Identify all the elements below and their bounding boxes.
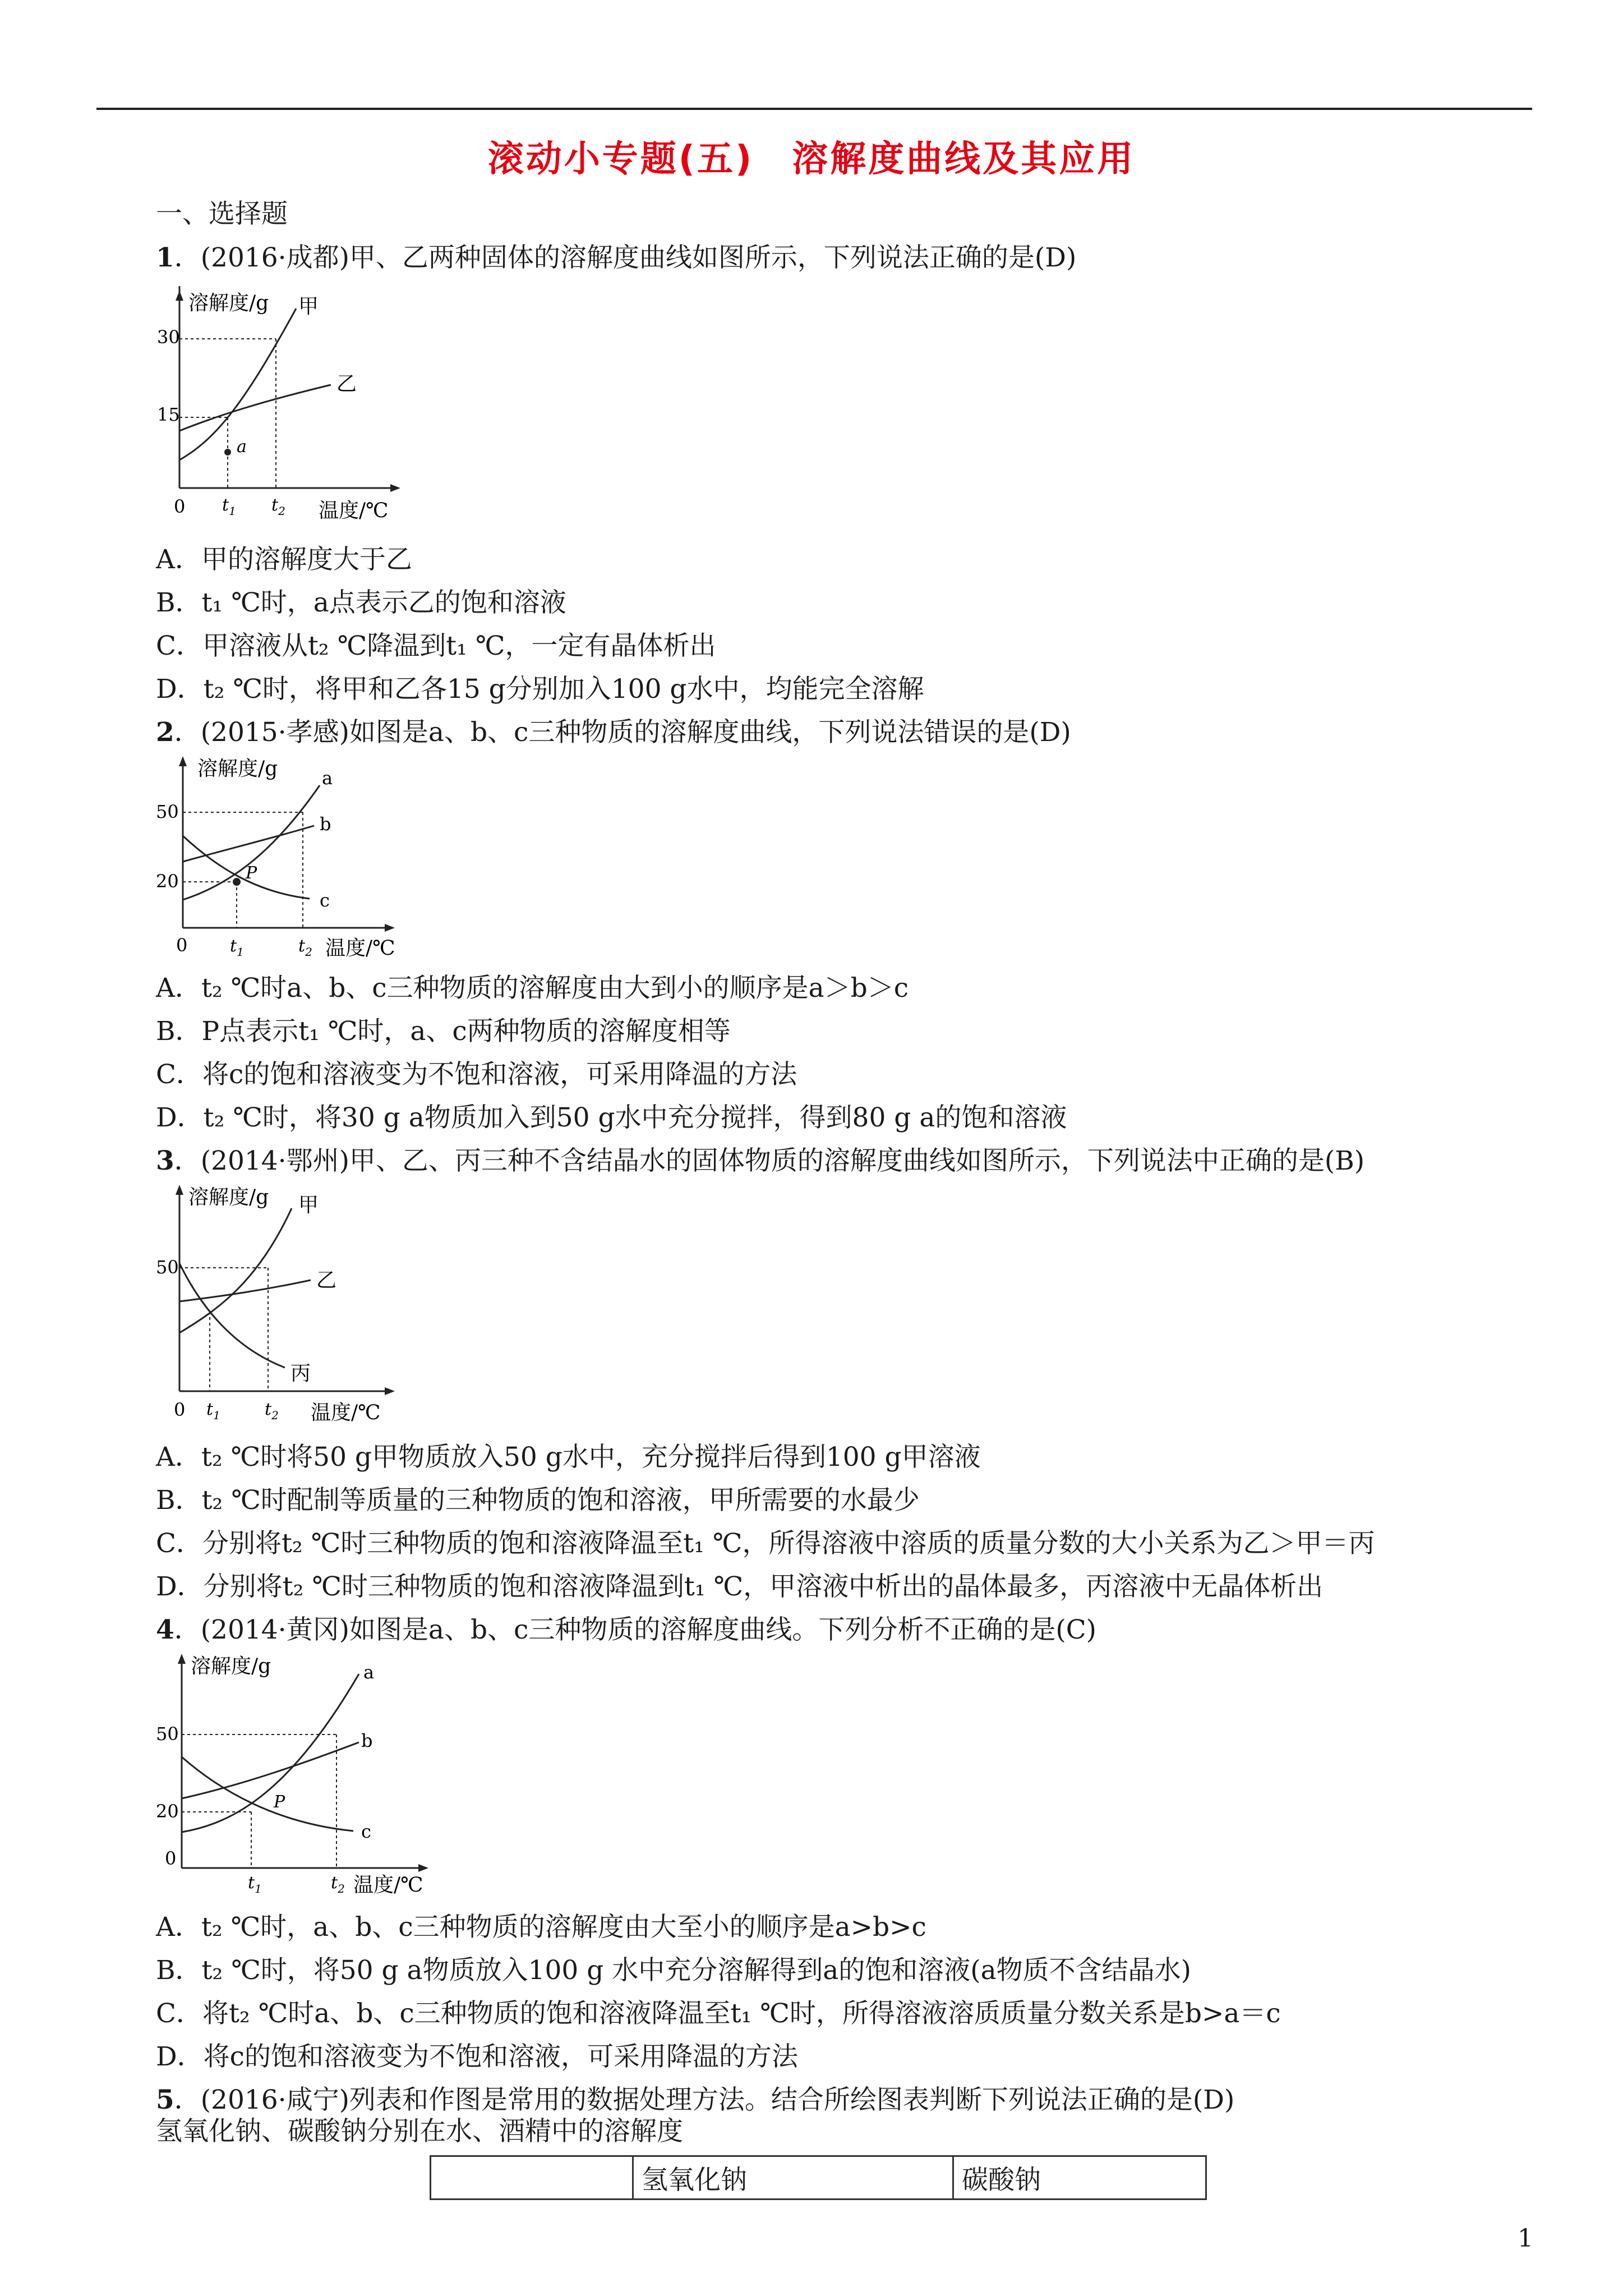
tick-label-t1: $t_1$ [230, 936, 244, 959]
q2-option-d: D．t₂ ℃时，将30 g a物质加入到50 g水中充分搅拌，得到80 g a的饱和溶液 [156, 1102, 1067, 1133]
question-4-stem: 4．(2014·黄冈)如图是a、b、c三种物质的溶解度曲线。下列分析不正确的是(C) [156, 1614, 1096, 1645]
origin-label: 0 [174, 496, 186, 517]
q3-solubility-chart [151, 1180, 421, 1427]
series-label-c: c [320, 890, 330, 911]
y-axis-label: 溶解度/g [197, 757, 278, 780]
y-axis-label: 溶解度/g [191, 1655, 271, 1678]
question-3-stem: 3．(2014·鄂州)甲、乙、丙三种不含结晶水的固体物质的溶解度曲线如图所示，下列说法中正确的是(B) [156, 1145, 1365, 1176]
origin-label: 0 [174, 1399, 186, 1420]
origin-label: 0 [165, 1848, 177, 1869]
curve-b [182, 1742, 359, 1798]
series-label-b: b [361, 1730, 373, 1751]
origin-label: 0 [176, 935, 188, 956]
x-axis-label: 温度/℃ [353, 1874, 423, 1896]
question-number: 1 [156, 242, 174, 273]
question-5-stem: 5．(2016·咸宁)列表和作图是常用的数据处理方法。结合所绘图表判断下列说法正确的是(D) [156, 2085, 1235, 2115]
q2-option-c: C．将c的饱和溶液变为不饱和溶液，可采用降温的方法 [156, 1059, 797, 1090]
q4-option-c: C．将t₂ ℃时a、b、c三种物质的饱和溶液降温至t₁ ℃时，所得溶液溶质质量分数关系是b>a＝c [156, 1998, 1281, 2029]
q1-option-b: B．t₁ ℃时，a点表示乙的饱和溶液 [156, 587, 566, 618]
header-rule [96, 108, 1532, 110]
svg-text:a: a [237, 437, 247, 457]
curve-c [182, 1757, 353, 1831]
page-title: 滚动小专题(五) 溶解度曲线及其应用 [487, 139, 1136, 180]
tick-label-50: 50 [156, 1257, 179, 1278]
tick-label-t1: $t_1$ [248, 1873, 262, 1895]
point-a [224, 449, 231, 455]
q3-option-a: A．t₂ ℃时将50 g甲物质放入50 g水中，充分搅拌后得到100 g甲溶液 [156, 1442, 981, 1473]
svg-text:P: P [246, 863, 257, 883]
tick-label-30: 30 [157, 326, 180, 348]
q4-option-a: A．t₂ ℃时，a、b、c三种物质的溶解度由大至小的顺序是a>b>c [156, 1912, 926, 1943]
series-label-a: a [363, 1662, 375, 1683]
q1-option-a: A．甲的溶解度大于乙 [156, 544, 412, 575]
series-label-a: a [322, 767, 333, 789]
series-label-jia: 甲 [298, 295, 319, 318]
series-label-bing: 丙 [291, 1362, 311, 1385]
tick-label-t1: $t_1$ [206, 1400, 220, 1422]
point-p [233, 878, 241, 886]
tick-label-20: 20 [156, 1801, 179, 1822]
tick-label-20: 20 [156, 871, 179, 892]
question-2-stem: 2．(2015·孝感)如图是a、b、c三种物质的溶解度曲线，下列说法错误的是(D) [156, 717, 1071, 748]
q3-option-c: C．分别将t₂ ℃时三种物质的饱和溶液降温至t₁ ℃，所得溶液中溶质的质量分数的大小关系为乙＞甲＝丙 [156, 1528, 1375, 1559]
series-label-c: c [361, 1821, 371, 1842]
tick-label-15: 15 [157, 404, 180, 425]
table-cell: 碳酸钠 [953, 2156, 1206, 2200]
question-1-stem: 1．(2016·成都)甲、乙两种固体的溶解度曲线如图所示，下列说法正确的是(D) [156, 242, 1077, 273]
series-label-b: b [320, 813, 331, 835]
q5-table-caption: 氢氧化钠、碳酸钠分别在水、酒精中的溶解度 [156, 2116, 683, 2147]
q3-option-d: D．分别将t₂ ℃时三种物质的饱和溶液降温到t₁ ℃，甲溶液中析出的晶体最多，丙溶液中无晶体析出 [156, 1571, 1324, 1602]
q1-option-c: C．甲溶液从t₂ ℃降温到t₁ ℃，一定有晶体析出 [156, 631, 716, 661]
tick-label-t2: $t_2$ [298, 936, 312, 959]
series-label-jia: 甲 [298, 1194, 319, 1217]
table-cell: 氢氧化钠 [633, 2156, 953, 2200]
tick-label-t2: $t_2$ [265, 1400, 279, 1422]
series-label-yi: 乙 [336, 372, 357, 395]
q4-option-b: B．t₂ ℃时，将50 g a物质放入100 g 水中充分溶解得到a的饱和溶液(a物质不含结晶水) [156, 1955, 1191, 1986]
q3-option-b: B．t₂ ℃时配制等质量的三种物质的饱和溶液，甲所需要的水最少 [156, 1485, 920, 1516]
x-axis-label: 温度/℃ [319, 499, 389, 522]
curve-bing [179, 1263, 285, 1368]
curve-jia [179, 1208, 292, 1333]
q1-option-d: D．t₂ ℃时，将甲和乙各15 g分别加入100 g水中，均能完全溶解 [156, 674, 924, 705]
point-p-label: P [274, 1792, 285, 1812]
x-axis-label: 温度/℃ [325, 937, 395, 960]
curve-b [183, 826, 314, 862]
table-cell [431, 2156, 633, 2200]
tick-label-50: 50 [156, 1723, 179, 1745]
x-axis-label: 温度/℃ [311, 1401, 381, 1424]
series-label-yi: 乙 [316, 1269, 337, 1292]
q2-option-a: A．t₂ ℃时a、b、c三种物质的溶解度由大到小的顺序是a＞b＞c [156, 973, 909, 1004]
table-header-row [431, 2156, 1206, 2200]
y-axis-label: 溶解度/g [188, 1186, 269, 1209]
q1-solubility-chart [151, 286, 409, 533]
curve-yi [179, 385, 331, 431]
y-axis-label: 溶解度/g [188, 292, 269, 315]
section-heading: 一、选择题 [156, 199, 288, 229]
q2-option-b: B．P点表示t₁ ℃时，a、c两种物质的溶解度相等 [156, 1016, 731, 1047]
solubility-table [430, 2155, 1207, 2200]
page-number: 1 [1518, 2224, 1533, 2253]
q2-solubility-chart [151, 752, 421, 965]
tick-label-t2: $t_2$ [331, 1873, 345, 1895]
q4-solubility-chart [151, 1649, 443, 1896]
tick-label-t1: $t_1$ [222, 495, 236, 518]
tick-label-t2: $t_2$ [271, 495, 285, 518]
q4-option-d: D．将c的饱和溶液变为不饱和溶液，可采用降温的方法 [156, 2041, 799, 2072]
tick-label-50: 50 [156, 801, 179, 822]
